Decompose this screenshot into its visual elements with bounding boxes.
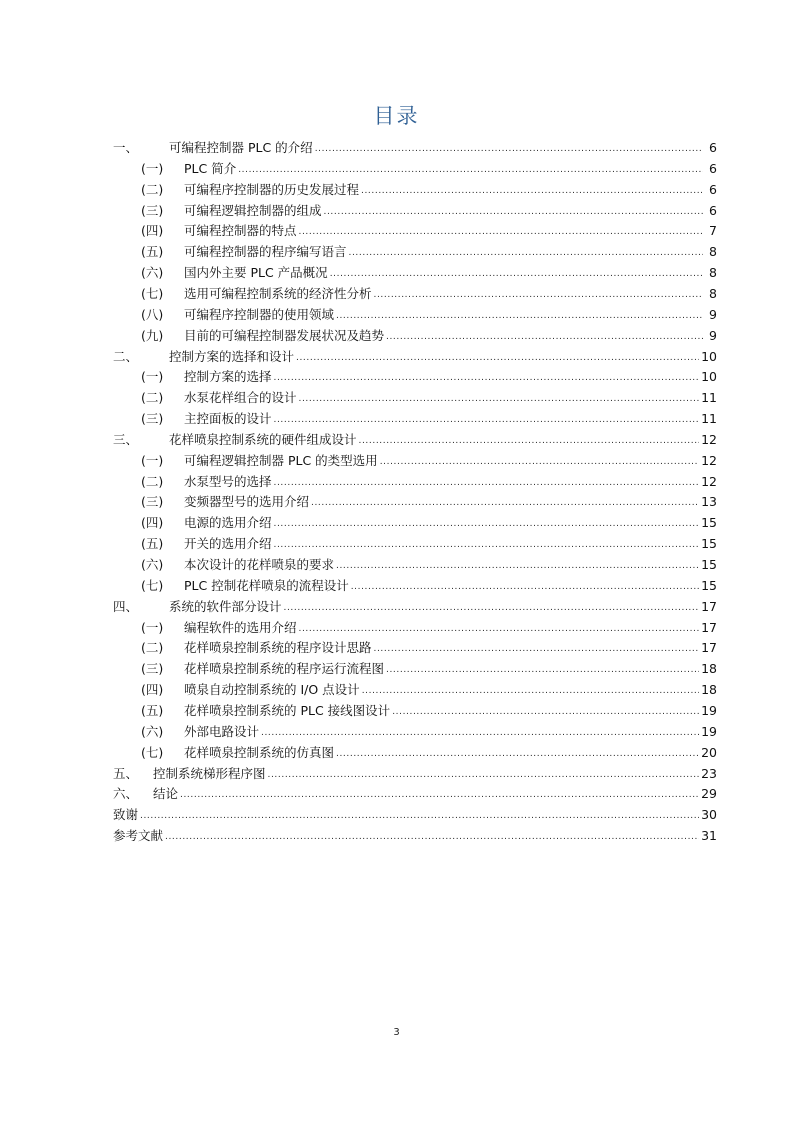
toc-dot-leader <box>299 225 703 239</box>
toc-entry-number: (二) <box>141 640 164 656</box>
toc-entry-page: 10 <box>701 348 717 364</box>
toc-entry[interactable] <box>141 219 717 239</box>
toc-dot-leader <box>336 747 699 761</box>
toc-entry-title: 花样喷泉控制系统的 PLC 接线图设计 <box>184 702 391 718</box>
toc-entry[interactable] <box>113 428 717 448</box>
toc-entry[interactable] <box>141 240 717 260</box>
toc-entry-title: 花样喷泉控制系统的程序设计思路 <box>184 640 372 656</box>
toc-entry-title: 可编程逻辑控制器 PLC 的类型选用 <box>184 452 378 468</box>
toc-entry-page: 31 <box>701 828 717 844</box>
toc-entry-title: 参考文献 <box>113 828 164 844</box>
toc-entry-page: 17 <box>701 598 717 614</box>
toc-entry-title: 控制方案的选择 <box>184 369 272 385</box>
toc-entry-number: (一) <box>141 160 164 176</box>
toc-entry-page: 29 <box>701 786 717 802</box>
toc-entry[interactable] <box>141 178 717 198</box>
toc-entry-page: 11 <box>701 411 717 427</box>
toc-entry-number: (一) <box>141 619 164 635</box>
toc-entry-number: (七) <box>141 285 164 301</box>
toc-entry-number: (一) <box>141 452 164 468</box>
toc-entry-title: 开关的选用介绍 <box>184 536 272 552</box>
toc-dot-leader <box>268 768 700 782</box>
toc-dot-leader <box>386 330 703 344</box>
toc-entry-title: 电源的选用介绍 <box>184 515 272 531</box>
toc-entry-title: 可编程序控制器的历史发展过程 <box>184 181 360 197</box>
toc-entry-page: 12 <box>701 452 717 468</box>
toc-entry-title: 系统的软件部分设计 <box>169 598 282 614</box>
toc-entry-title: 本次设计的花样喷泉的要求 <box>184 557 335 572</box>
toc-entry-page: 18 <box>701 682 717 698</box>
toc-entry-number: 三、 <box>113 431 139 447</box>
toc-entry-number: (四) <box>141 682 164 698</box>
toc-entry[interactable] <box>141 720 717 740</box>
toc-entry-page: 6 <box>709 160 717 176</box>
toc-dot-leader <box>315 142 703 156</box>
toc-entry-title: 可编程逻辑控制器的组成 <box>184 202 322 218</box>
toc-dot-leader <box>311 496 699 510</box>
toc-entry-page: 15 <box>701 577 717 593</box>
toc-entry[interactable] <box>141 741 717 761</box>
toc-entry-page: 30 <box>701 807 717 823</box>
toc-entry[interactable] <box>141 261 717 281</box>
toc-entry[interactable] <box>113 824 717 844</box>
toc-entry-page: 23 <box>701 765 717 781</box>
toc-entry-number: (三) <box>141 494 164 510</box>
toc-entry-page: 11 <box>701 390 717 406</box>
toc-entry-title: 水泵型号的选择 <box>184 473 272 489</box>
toc-dot-leader <box>284 601 700 615</box>
toc-entry[interactable] <box>141 449 717 469</box>
toc-entry-title: 目前的可编程控制器发展状况及趋势 <box>184 327 385 343</box>
toc-entry[interactable] <box>141 324 717 344</box>
toc-dot-leader <box>274 371 700 385</box>
toc-entry[interactable] <box>141 282 717 302</box>
toc-dot-leader <box>238 163 703 177</box>
toc-entry[interactable] <box>113 782 717 802</box>
toc-entry[interactable] <box>141 470 717 490</box>
toc-dot-leader <box>361 184 703 198</box>
toc-entry-number: (二) <box>141 390 164 406</box>
toc-entry-number: (二) <box>141 181 164 197</box>
toc-entry[interactable] <box>141 574 717 594</box>
toc-entry-title: 变频器型号的选用介绍 <box>184 494 310 510</box>
toc-entry-title: 主控面板的设计 <box>184 411 272 427</box>
toc-dot-leader <box>330 267 703 281</box>
toc-entry[interactable] <box>141 699 717 719</box>
toc-entry-number: (三) <box>141 411 164 427</box>
toc-entry-page: 6 <box>709 181 717 197</box>
toc-entry-number: 五、 <box>113 765 139 781</box>
toc-entry[interactable] <box>113 345 717 365</box>
toc-entry-page: 6 <box>709 140 717 155</box>
toc-entry-title: 外部电路设计 <box>184 723 260 739</box>
toc-dot-leader <box>336 559 699 573</box>
toc-entry[interactable] <box>141 636 717 656</box>
toc-dot-leader <box>274 538 700 552</box>
toc-entry-number: (四) <box>141 223 164 239</box>
toc-entry-title: 可编程序控制器的使用领域 <box>184 306 335 322</box>
toc-entry[interactable] <box>113 595 717 615</box>
toc-entry-page: 8 <box>709 265 717 281</box>
toc-entry-title: 编程软件的选用介绍 <box>184 619 297 635</box>
toc-entry-title: 国内外主要 PLC 产品概况 <box>184 265 328 281</box>
toc-entry[interactable] <box>141 407 717 427</box>
toc-dot-leader <box>324 205 703 219</box>
toc-entry[interactable] <box>141 532 717 552</box>
toc-dot-leader <box>349 246 703 260</box>
page-number: 3 <box>393 1027 400 1038</box>
toc-entry-title: 选用可编程控制系统的经济性分析 <box>184 285 372 301</box>
toc-entry-title: 水泵花样组合的设计 <box>184 390 297 406</box>
toc-dot-leader <box>165 830 699 844</box>
toc-entry-page: 8 <box>709 285 717 301</box>
toc-entry-number: 一、 <box>113 140 139 155</box>
toc-entry-title: 花样喷泉控制系统的仿真图 <box>184 744 335 760</box>
toc-entry-title: 控制方案的选择和设计 <box>169 348 295 364</box>
toc-entry-page: 19 <box>701 723 717 739</box>
toc-entry-page: 15 <box>701 557 717 572</box>
toc-entry-page: 6 <box>709 202 717 218</box>
toc-entry-title: 可编程控制器 PLC 的介绍 <box>169 140 313 155</box>
toc-entry-title: PLC 控制花样喷泉的流程设计 <box>184 577 349 593</box>
toc-dot-leader <box>261 726 699 740</box>
toc-entry[interactable] <box>141 553 717 573</box>
toc-entry-page: 7 <box>709 223 717 239</box>
toc-entry[interactable] <box>141 157 717 177</box>
toc-entry-number: 四、 <box>113 598 139 614</box>
toc-entry-title: PLC 简介 <box>184 160 237 176</box>
toc-dot-leader <box>274 517 700 531</box>
toc-dot-leader <box>374 288 703 302</box>
toc-entry[interactable] <box>141 365 717 385</box>
toc-entry-number: (二) <box>141 473 164 489</box>
toc-entry-title: 可编程控制器的程序编写语言 <box>184 244 347 260</box>
toc-entry[interactable] <box>141 511 717 531</box>
toc-dot-leader <box>392 705 699 719</box>
toc-entry-number: (一) <box>141 369 164 385</box>
toc-dot-leader <box>299 622 700 636</box>
toc-entry-number: (六) <box>141 723 164 739</box>
toc-entry-number: (五) <box>141 244 164 260</box>
toc-entry-page: 12 <box>701 473 717 489</box>
toc-entry-number: (五) <box>141 536 164 552</box>
toc-entry[interactable] <box>141 386 717 406</box>
toc-entry-number: 六、 <box>113 786 139 802</box>
toc-dot-leader <box>362 684 699 698</box>
toc-entry-page: 8 <box>709 244 717 260</box>
toc-entry-page: 9 <box>709 306 717 322</box>
toc-entry-page: 18 <box>701 661 717 677</box>
toc-dot-leader <box>140 809 699 823</box>
toc-entry[interactable] <box>113 762 717 782</box>
toc-entry[interactable] <box>141 678 717 698</box>
toc-entry-title: 花样喷泉控制系统的硬件组成设计 <box>169 431 357 447</box>
toc-entry-page: 17 <box>701 640 717 656</box>
toc-entry-number: (四) <box>141 515 164 531</box>
toc-dot-leader <box>380 455 699 469</box>
toc-entry-number: 二、 <box>113 348 139 364</box>
toc-dot-leader <box>296 351 699 365</box>
toc-entry[interactable] <box>141 657 717 677</box>
toc-dot-leader <box>299 392 700 406</box>
toc-entry-page: 19 <box>701 702 717 718</box>
toc-entry-page: 17 <box>701 619 717 635</box>
toc-entry-title: 可编程控制器的特点 <box>184 223 297 239</box>
toc-entry-title: 结论 <box>153 786 179 802</box>
toc-dot-leader <box>180 788 699 802</box>
toc-entry-page: 20 <box>701 744 717 760</box>
toc-entry[interactable] <box>141 199 717 219</box>
toc-entry-page: 9 <box>709 327 717 343</box>
toc-entry[interactable] <box>141 490 717 510</box>
toc-dot-leader <box>374 642 700 656</box>
toc-dot-leader <box>336 309 703 323</box>
toc-dot-leader <box>359 434 700 448</box>
toc-entry[interactable] <box>141 303 717 323</box>
toc-entry[interactable] <box>113 136 717 156</box>
toc-entry-number: (七) <box>141 577 164 593</box>
toc-entry-page: 15 <box>701 515 717 531</box>
toc-dot-leader <box>274 476 700 490</box>
toc-entry-number: (六) <box>141 557 164 572</box>
toc-entry-number: (八) <box>141 306 164 322</box>
toc-entry-number: (三) <box>141 661 164 677</box>
toc-entry-title: 喷泉自动控制系统的 I/O 点设计 <box>184 682 360 698</box>
toc-entry-number: (五) <box>141 702 164 718</box>
toc-dot-leader <box>351 580 699 594</box>
toc-title: 目录 <box>373 104 420 128</box>
toc-entry-number: (七) <box>141 744 164 760</box>
toc-entry-number: (三) <box>141 202 164 218</box>
toc-entry-page: 10 <box>701 369 717 385</box>
toc-entry-title: 花样喷泉控制系统的程序运行流程图 <box>184 661 385 677</box>
toc-entry-page: 12 <box>701 431 717 447</box>
toc-entry[interactable] <box>141 616 717 636</box>
toc-entry[interactable] <box>113 803 717 823</box>
toc-entry-page: 15 <box>701 536 717 552</box>
toc-entry-number: (九) <box>141 327 164 343</box>
toc-dot-leader <box>386 663 699 677</box>
toc-entry-number: (六) <box>141 265 164 281</box>
toc-entry-title: 控制系统梯形程序图 <box>153 765 266 781</box>
toc-entry-title: 致谢 <box>113 807 139 823</box>
toc-dot-leader <box>274 413 700 427</box>
toc-entry-page: 13 <box>701 494 717 510</box>
